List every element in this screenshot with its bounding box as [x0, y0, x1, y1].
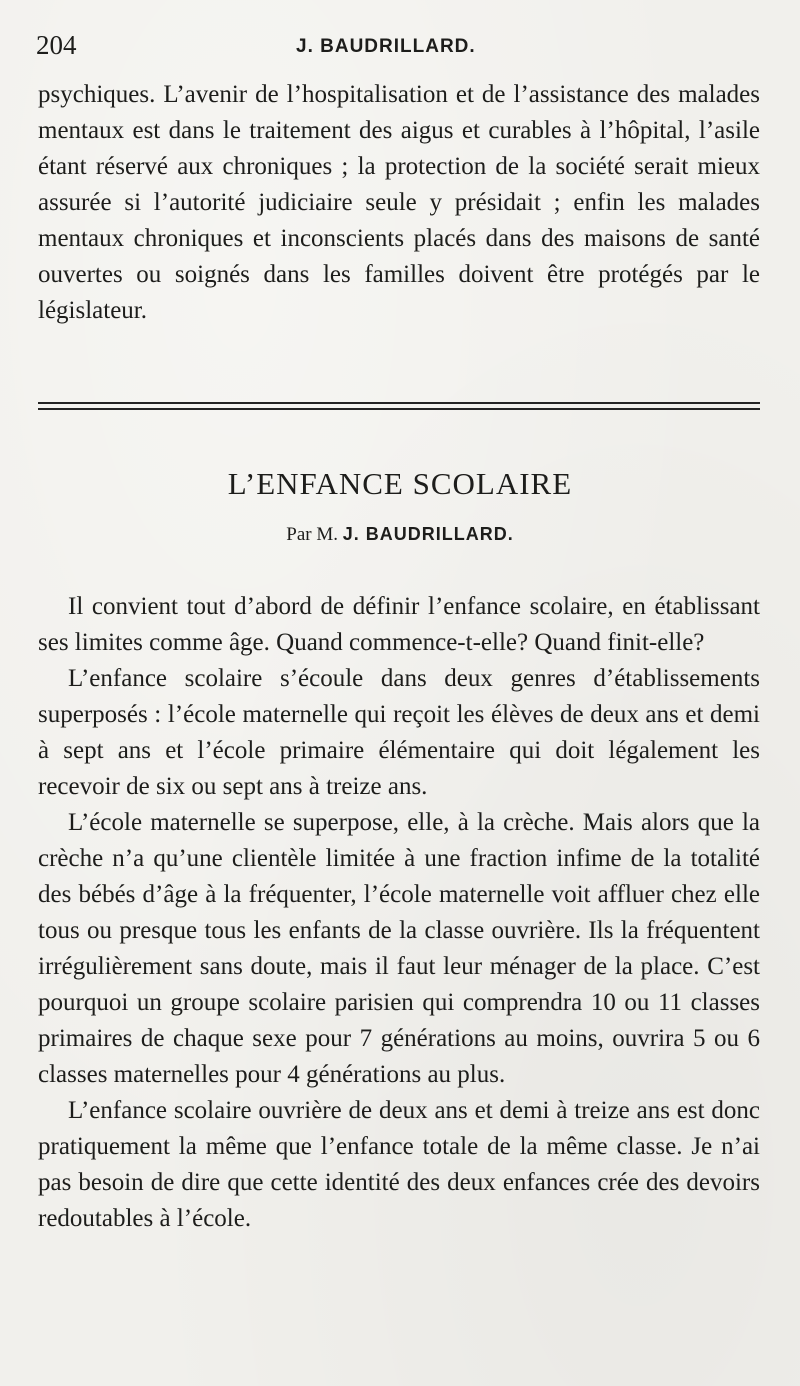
running-head — [36, 30, 760, 64]
article-title: L’ENFANCE SCOLAIRE — [227, 466, 573, 501]
article-paragraph: Il convient tout d’abord de définir l’enfance scolaire, en établissant ses limites comme âge. Quand commence-t-elle? Quand finit-elle? — [38, 593, 760, 656]
article-paragraph: L’enfance scolaire s’écoule dans deux genres d’établissements superposés : l’école maternelle qui reçoit les élèves de deux ans et demi à sept ans et l’école primaire élémentaire qui doit légalement les recevoir de six ou sept ans à treize ans. — [38, 665, 760, 800]
divider-rule-bottom — [38, 408, 760, 410]
section-divider — [38, 402, 760, 412]
running-title: J. BAUDRILLARD. — [296, 36, 476, 57]
article-paragraph: L’enfance scolaire ouvrière de deux ans et demi à treize ans est donc pratiquement la même que l’enfance totale de la même classe. Je n’ai pas besoin de dire que cette identité des deux enfances crée des devoirs redoutables à l’école. — [38, 1097, 760, 1232]
article-paragraph: L’école maternelle se superpose, elle, à la crèche. Mais alors que la crèche n’a qu’une clientèle limitée à une fraction infime de la totalité des bébés d’âge à la fréquenter, l’école maternelle voit affluer chez elle tous ou presque tous les enfants de la classe ouvrière. Ils la fréquentent irrégulièrement sans doute, mais il faut leur ménager de la place. C’est pourquoi un groupe scolaire parisien qui comprendra 10 ou 11 classes primaires de chaque sexe pour 7 générations au moins, ouvrira 5 ou 6 classes maternelles pour 4 générations au plus. — [38, 809, 760, 1088]
previous-article-paragraph: psychiques. L’avenir de l’hospitalisation et de l’assistance des malades mentaux est dans le traitement des aigus et curables à l’hôpital, l’asile étant réservé aux chroniques ; la protection de la société serait mieux assurée si l’autorité judiciaire seule y présidait ; enfin les malades mentaux chroniques et inconscients placés dans des maisons de santé ouvertes ou soignés dans les familles doivent être protégés par le législateur. — [38, 81, 760, 324]
page-number: 204 — [36, 30, 77, 60]
byline-author: J. BAUDRILLARD. — [342, 524, 514, 544]
article-byline — [0, 524, 800, 546]
previous-article-text — [38, 77, 760, 329]
article-body — [38, 589, 760, 1237]
byline-prefix: Par M. — [286, 524, 338, 545]
divider-rule-top — [38, 402, 760, 404]
